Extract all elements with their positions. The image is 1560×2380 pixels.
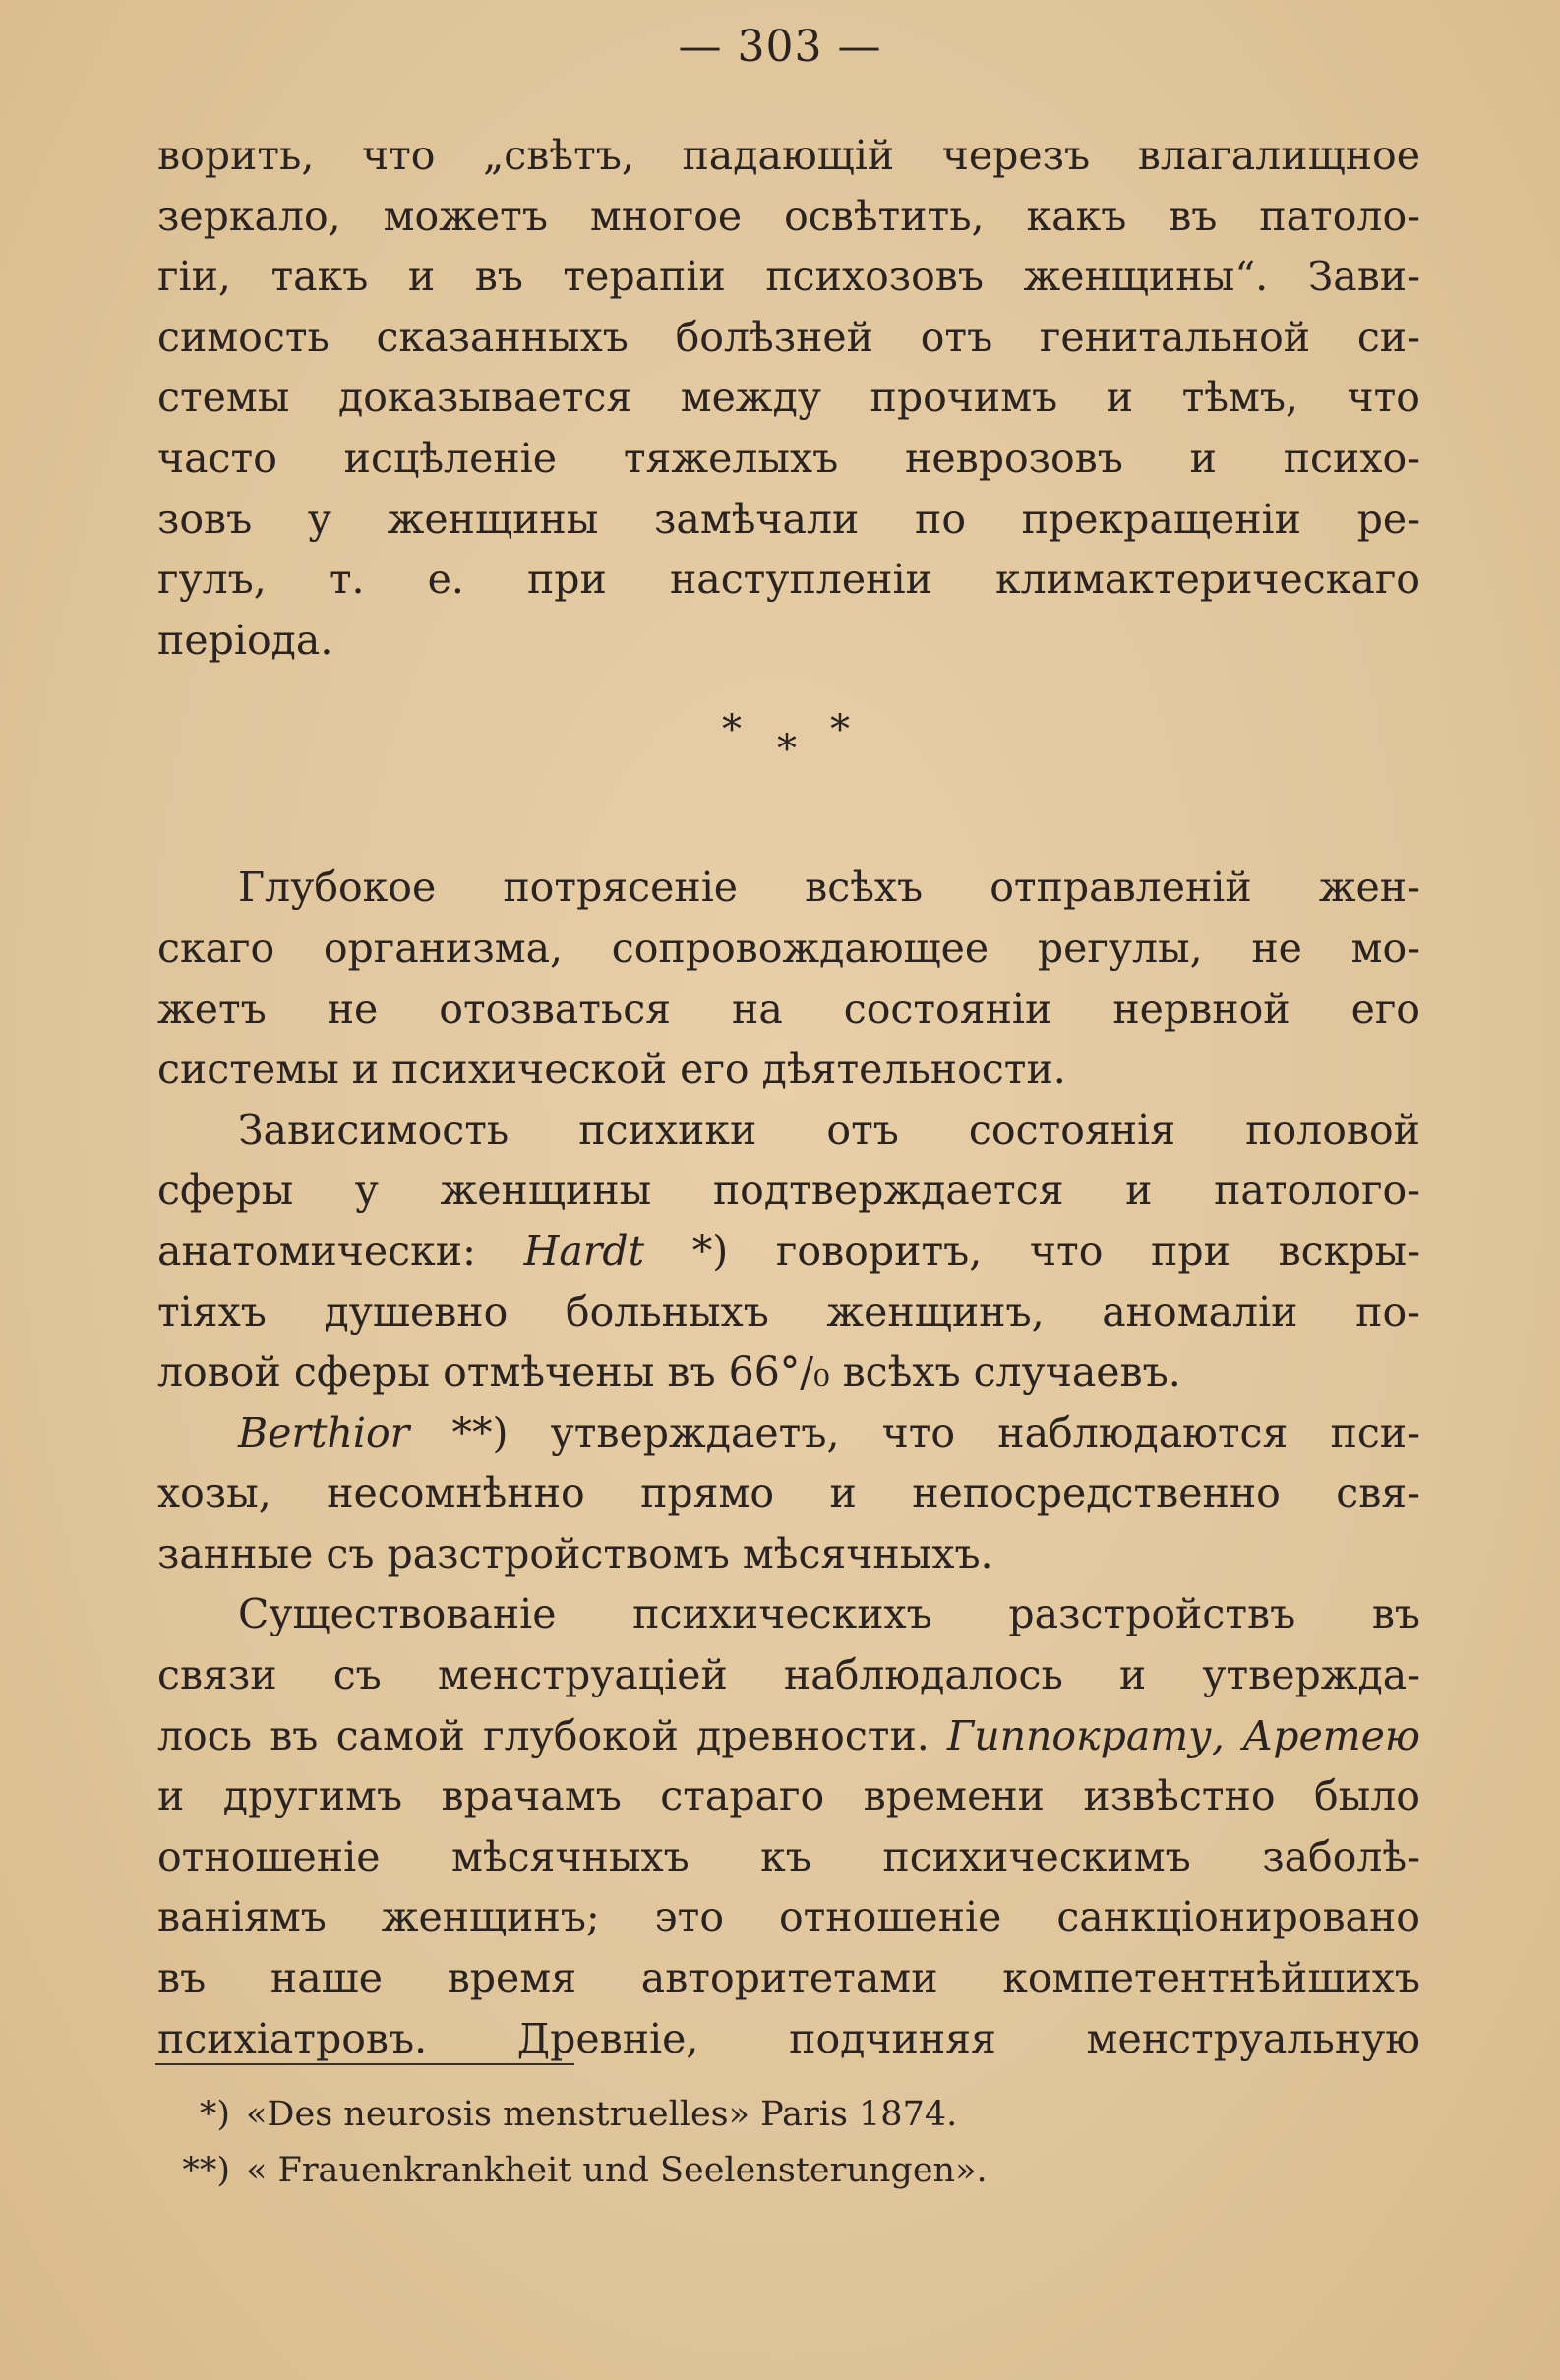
paragraph <box>157 858 1420 1100</box>
footnote-rule <box>155 2063 574 2065</box>
asterisk: * <box>777 727 797 773</box>
text-line: Глубокое потрясеніе всѣхъ отправленій жен- <box>238 863 1420 912</box>
text-line <box>157 1221 1420 1282</box>
author-name: Гиппократу, <box>947 1711 1225 1759</box>
text-line: жетъ не отозваться на состояніи нервной его <box>157 984 1420 1033</box>
text-line: гулъ, т. е. при наступленіи климактерическаго <box>157 556 1420 604</box>
text-line: симость сказанныхъ болѣзней отъ генитальной си- <box>157 313 1420 361</box>
footnote-marker: **) <box>182 2151 230 2190</box>
asterism-divider <box>157 700 1420 822</box>
text-line: зовъ у женщины замѣчали по прекращеніи ре- <box>157 495 1420 543</box>
text-line: гіи, такъ и въ терапіи психозовъ женщины“. Зави- <box>157 253 1420 301</box>
text-line: ворить, что „свѣтъ, падающій черезъ влагалищное <box>157 132 1420 179</box>
text-line: въ наше время авторитетами компетентнѣйшихъ <box>157 1954 1420 2002</box>
author-name: Berthior <box>238 1408 410 1457</box>
page-number: — 303 — <box>678 22 882 72</box>
text-line: тіяхъ душевно больныхъ женщинъ, аномаліи по- <box>157 1287 1420 1336</box>
text-line: сферы у женщины подтверждается и патолого- <box>157 1166 1420 1215</box>
text-line: и другимъ врачамъ стараго времени извѣстно было <box>157 1772 1420 1820</box>
text-line: психіатровъ. Древніе, подчиняя менструальную <box>157 2014 1420 2062</box>
text-line <box>157 1403 1420 1464</box>
paragraph <box>157 1584 1420 2069</box>
paragraph <box>157 1101 1420 1403</box>
author-name: Hardt <box>523 1226 645 1275</box>
text-line: скаго организма, сопровождающее регулы, не мо- <box>157 923 1420 972</box>
footnote <box>157 2087 1338 2143</box>
text-line: періода. <box>157 616 333 664</box>
text-fragment: анатомически: <box>157 1226 476 1275</box>
text-line: занные съ разстройствомъ мѣсячныхъ. <box>157 1529 993 1577</box>
text-line <box>157 1706 1420 1767</box>
text-line: отношеніе мѣсячныхъ къ психическимъ заболѣ- <box>157 1832 1420 1880</box>
footnote-text: «Des neurosis menstruelles» Paris 1874. <box>246 2095 958 2134</box>
text-line: ловой сферы отмѣчены въ 66°/₀ всѣхъ случаевъ. <box>157 1348 1181 1397</box>
body-text <box>157 126 1420 2069</box>
footnote <box>157 2143 1338 2199</box>
text-fragment: *) говоритъ, что при вскры- <box>691 1226 1420 1275</box>
asterisk: * <box>830 707 850 753</box>
footnote-marker: *) <box>199 2095 230 2134</box>
author-name: Аретею <box>1242 1711 1420 1759</box>
paragraph <box>157 1403 1420 1585</box>
text-line: ваніямъ женщинъ; это отношеніе санкціонировано <box>157 1893 1420 1941</box>
text-line: хозы, несомнѣнно прямо и непосредственно свя- <box>157 1469 1420 1517</box>
footnotes <box>157 2087 1338 2199</box>
footnote-text: « Frauenkrankheit und Seelensterungen». <box>246 2151 988 2190</box>
text-line: Существованіе психическихъ разстройствъ въ <box>238 1590 1420 1638</box>
text-line: связи съ менструаціей наблюдалось и утвержда- <box>157 1651 1420 1699</box>
text-line: часто исцѣленіе тяжелыхъ неврозовъ и психо- <box>157 434 1420 482</box>
text-line: Зависимость психики отъ состоянія половой <box>238 1105 1420 1154</box>
asterisk: * <box>722 707 742 753</box>
paragraph-continued <box>157 126 1420 671</box>
text-line: стемы доказывается между прочимъ и тѣмъ, что <box>157 374 1420 422</box>
text-line: системы и психической его дѣятельности. <box>157 1045 1066 1094</box>
text-fragment: лось въ самой глубокой древности. <box>157 1711 930 1759</box>
text-line: зеркало, можетъ многое освѣтить, какъ въ патоло- <box>157 192 1420 240</box>
text-fragment: **) утверждаетъ, что наблюдаются пси- <box>451 1408 1420 1457</box>
